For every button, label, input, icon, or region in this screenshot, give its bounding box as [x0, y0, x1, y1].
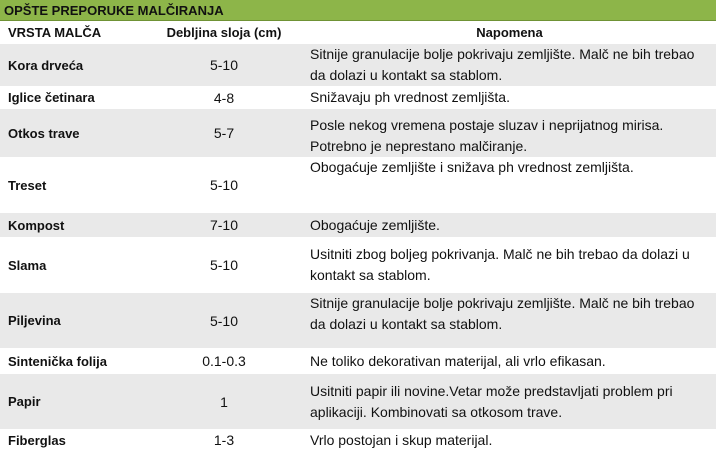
table-row: [0, 374, 716, 429]
table-row: [0, 44, 716, 86]
mulch-name: Treset: [0, 157, 145, 213]
mulch-note: Obogaćuje zemljište.: [303, 213, 716, 237]
mulch-name: Piljevina: [0, 293, 145, 348]
mulch-note: Usitniti papir ili novine.Vetar može predstavljati problem pri aplikaciji. Kombinovati sa otkosom trave.: [303, 374, 716, 429]
mulch-depth: 5-10: [145, 237, 303, 293]
mulch-note: Sitnije granulacije bolje pokrivaju zemljište. Malč ne bih trebao da dolazi u kontakt sa stablom.: [303, 44, 716, 86]
header-depth: Debljina sloja (cm): [145, 21, 303, 44]
mulch-note: Obogaćuje zemljište i snižava ph vrednost zemljišta.: [303, 157, 716, 213]
mulch-name: Slama: [0, 237, 145, 293]
mulch-note: Ne toliko dekorativan materijal, ali vrlo efikasan.: [303, 348, 716, 374]
mulch-name: Kora drveća: [0, 44, 145, 86]
mulch-depth: 5-7: [145, 109, 303, 157]
table-row: [0, 237, 716, 293]
mulch-note: Usitniti zbog boljeg pokrivanja. Malč ne bih trebao da dolazi u kontakt sa stablom.: [303, 237, 716, 293]
table-row: [0, 429, 716, 451]
mulch-name: Sintenička folija: [0, 348, 145, 374]
table-row: [0, 213, 716, 237]
table-row: [0, 109, 716, 157]
mulch-name: Fiberglas: [0, 429, 145, 451]
table-row: [0, 348, 716, 374]
mulch-table: [0, 21, 716, 451]
mulch-name: Papir: [0, 374, 145, 429]
mulch-depth: 5-10: [145, 157, 303, 213]
mulch-name: Otkos trave: [0, 109, 145, 157]
mulch-name: Kompost: [0, 213, 145, 237]
mulch-depth: 5-10: [145, 293, 303, 348]
mulch-depth: 5-10: [145, 44, 303, 86]
mulch-depth: 0.1-0.3: [145, 348, 303, 374]
mulch-note: Snižavaju ph vrednost zemljišta.: [303, 86, 716, 109]
mulch-depth: 1: [145, 374, 303, 429]
table-row: [0, 293, 716, 348]
table-row: [0, 157, 716, 213]
mulch-depth: 4-8: [145, 86, 303, 109]
mulch-note: Sitnije granulacije bolje pokrivaju zemljište. Malč ne bih trebao da dolazi u kontakt sa stablom.: [303, 293, 716, 348]
mulch-depth: 1-3: [145, 429, 303, 451]
header-note: Napomena: [303, 21, 716, 44]
mulch-depth: 7-10: [145, 213, 303, 237]
mulch-name: Iglice četinara: [0, 86, 145, 109]
mulch-note: Posle nekog vremena postaje sluzav i neprijatnog mirisa. Potrebno je neprestano malčiranje.: [303, 109, 716, 157]
mulch-note: Vrlo postojan i skup materijal.: [303, 429, 716, 451]
sheet-title: OPŠTE PREPORUKE MALČIRANJA: [0, 0, 716, 21]
header-type: VRSTA MALČA: [0, 21, 145, 44]
header-row: [0, 21, 716, 44]
table-row: [0, 86, 716, 109]
